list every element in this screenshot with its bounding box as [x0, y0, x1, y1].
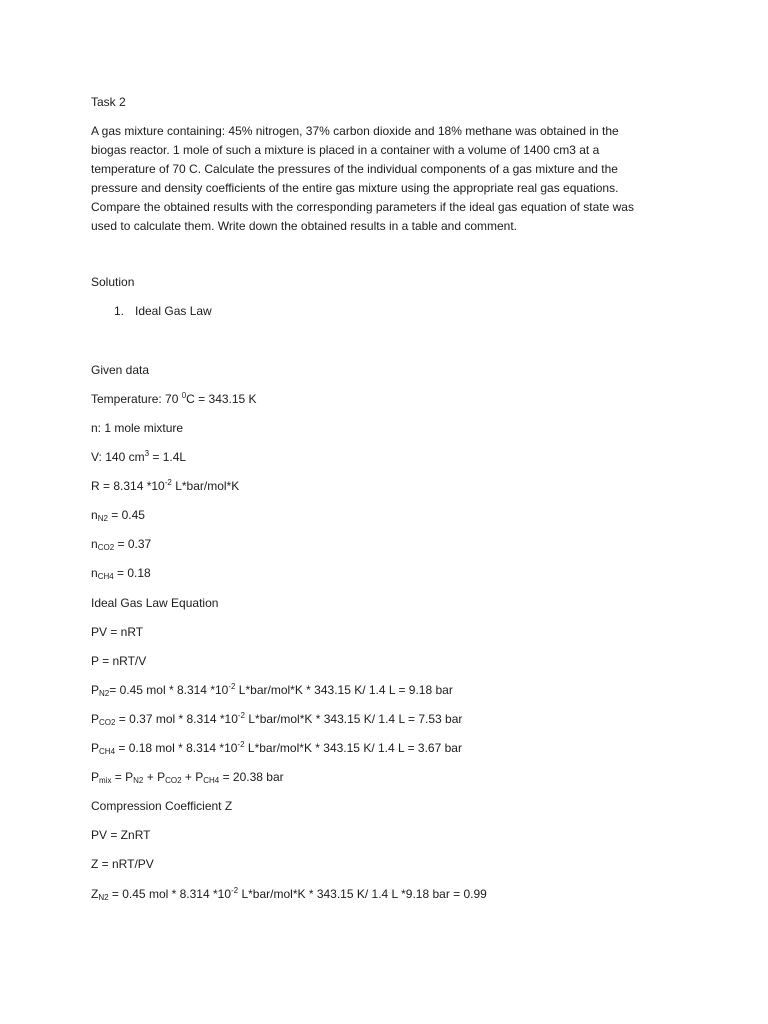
n-n2-line: $n_{N2} = 0.45$ [91, 508, 145, 523]
ideal-gas-equation-heading: Ideal Gas Law Equation [91, 596, 219, 610]
equation-pv-nrt: PV = nRT [91, 625, 144, 639]
z-n2-line: $Z_{N2} = 0.45$ mol * 8.314 $*10^{-2}$ L*bar/mol*K * 343.15 K/ 1.4 L *9.18 bar = 0.99 [91, 886, 487, 902]
temperature-line: Temperature: 70 $^0$C = 343.15 K [91, 391, 257, 406]
gas-constant-line: R = 8.314 $*10^{-2}$ L*bar/mol*K [91, 478, 240, 493]
task-line: temperature of 70 C. Calculate the pressures of the individual components of a gas mixture and the [91, 162, 618, 176]
task-line: pressure and density coefficients of the entire gas mixture using the appropriate real gas equations. [91, 181, 619, 195]
task-title: Task 2 [91, 95, 126, 109]
task-line: A gas mixture containing: 45% nitrogen, 37% carbon dioxide and 18% methane was obtained in the [91, 124, 619, 138]
pressure-ch4-line: $P_{CH4} = 0.18$ mol * 8.314 $*10^{-2}$ L*bar/mol*K * 343.15 K/ 1.4 L = 3.67 bar [91, 740, 462, 756]
n-co2-line: $n_{CO2} = 0.37$ [91, 537, 152, 552]
volume-line: V: 140 $cm^3 = 1.4L$ [91, 449, 187, 464]
pressure-mix-line: $P_{mix} = P_{N2} + P_{CO2} + P_{CH4} = 20.38$ bar [91, 770, 284, 785]
solution-heading: Solution [91, 275, 135, 289]
list-item-ideal-gas-law [114, 303, 212, 319]
task-line: Compare the obtained results with the corresponding parameters if the ideal gas equation of state was [91, 200, 634, 214]
equation-z-nrt-pv: Z = nRT/PV [91, 857, 154, 871]
task-line: used to calculate them. Write down the obtained results in a table and comment. [91, 219, 518, 233]
n-ch4-line: $n_{CH4} = 0.18$ [91, 566, 151, 581]
given-data-heading: Given data [91, 363, 150, 377]
compression-coefficient-heading: Compression Coefficient Z [91, 799, 233, 813]
pressure-n2-line: $P_{N2}= 0.45$ mol * 8.314 $*10^{-2}$ L*bar/mol*K * 343.15 K/ 1.4 L = 9.18 bar [91, 682, 453, 698]
equation-p-nrt-v: P = nRT/V [91, 654, 147, 668]
list-number: 1. [114, 304, 125, 318]
task-line: biogas reactor. 1 mole of such a mixture is placed in a container with a volume of 1400 cm3 at a [91, 143, 600, 157]
moles-line: n: 1 mole mixture [91, 421, 184, 435]
equation-pv-znrt: PV = ZnRT [91, 828, 151, 842]
list-label: Ideal Gas Law [135, 304, 212, 318]
pressure-co2-line: $P_{CO2} = 0.37$ mol * 8.314 $*10^{-2}$ L*bar/mol*K * 343.15 K/ 1.4 L = 7.53 bar [91, 711, 463, 727]
task-description [91, 122, 691, 236]
